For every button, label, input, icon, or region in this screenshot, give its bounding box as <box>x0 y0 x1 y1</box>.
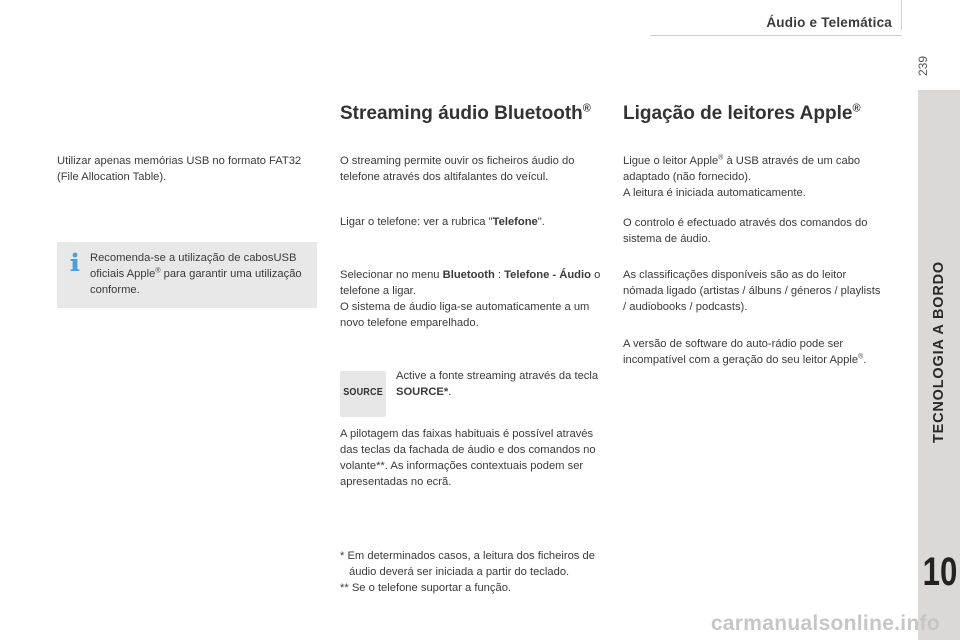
registered-mark: ® <box>582 102 591 115</box>
select-menu-paragraph <box>340 267 604 331</box>
text-part: Selecionar no menu <box>340 269 443 281</box>
watermark-text: carmanualsonline.info <box>710 612 940 635</box>
header-rule <box>650 35 902 36</box>
info-note-text <box>90 250 314 298</box>
text-part: . <box>863 354 867 366</box>
registered-mark: ® <box>718 154 724 162</box>
page-number: 239 <box>916 55 930 77</box>
telefone-audio-bold: Telefone - Áudio <box>504 269 591 281</box>
info-icon <box>67 252 83 272</box>
footnotes <box>340 548 602 596</box>
info-note <box>57 242 317 308</box>
source-paragraph <box>396 368 601 400</box>
streaming-description: O streaming permite ouvir os ficheiros áudio do telefone através dos altifalantes do veícul. <box>340 155 575 183</box>
text-part: Active a fonte streaming através da tecla <box>396 370 599 382</box>
registered-mark: ® <box>852 102 861 115</box>
text-part: . <box>448 386 452 398</box>
apple-players-title <box>623 103 861 125</box>
registered-mark: ® <box>858 353 864 361</box>
text-part: Ligar o telefone: ver a rubrica " <box>340 216 493 228</box>
bluetooth-streaming-title <box>340 103 591 125</box>
text-part: : <box>494 269 505 281</box>
sidebar-label: TECNOLOGIA A BORDO <box>931 261 947 443</box>
text-part: o telefone a ligar. <box>340 269 601 297</box>
usb-format-text: Utilizar apenas memórias USB no formato FAT32 (File Allocation Table). <box>57 155 302 183</box>
classifications-text: As classificações disponíveis são as do leitor nómada ligado (artistas / álbuns / géneros / playlists / audiobooks / podcasts). <box>623 269 881 313</box>
chapter-sidebar <box>918 90 960 640</box>
bluetooth-bold: Bluetooth <box>442 269 495 281</box>
left-intro <box>57 153 307 185</box>
text-part: Ligue o leitor Apple <box>623 155 719 167</box>
auto-connect-text: O sistema de áudio liga-se automaticamente a um novo telefone emparelhado. <box>340 301 590 329</box>
text-part: ". <box>537 216 545 228</box>
header-title: Áudio e Telemática <box>766 15 892 30</box>
text-part: à USB através de um cabo adaptado (não fornecido). <box>623 155 861 183</box>
classifications-paragraph <box>623 267 881 315</box>
apple-connect-paragraph <box>623 153 881 201</box>
registered-mark: ® <box>155 267 161 275</box>
note-text-part: para garantir uma utilização conforme. <box>90 268 302 296</box>
source-button-label: SOURCE <box>343 386 383 398</box>
track-control-paragraph <box>340 426 604 490</box>
streaming-paragraph <box>340 153 604 185</box>
note-text-part: Recomenda-se a utilização de cabosUSB oficiais Apple <box>90 252 297 280</box>
apple-control-paragraph <box>623 215 881 247</box>
connect-phone-paragraph <box>340 214 604 230</box>
header-divider <box>901 0 902 30</box>
title-text: Streaming áudio Bluetooth <box>340 103 583 124</box>
text-part: A versão de software do auto-rádio pode ser incompatível com a geração do seu leitor Apple <box>623 338 859 366</box>
title-text: Ligação de leitores Apple <box>623 103 853 124</box>
source-bold: SOURCE* <box>396 386 449 398</box>
footnote-1: * Em determinados casos, a leitura dos ficheiros de áudio deverá ser iniciada a partir do teclado. <box>340 550 595 578</box>
track-control-text: A pilotagem das faixas habituais é possível através das teclas da fachada de áudio e dos comandos no volante**. As informações contextuais podem ser apresentadas no ecrã. <box>340 428 596 488</box>
source-button-image <box>340 371 386 417</box>
telefone-bold: Telefone <box>492 216 538 228</box>
control-text: O controlo é efectuado através dos comandos do sistema de áudio. <box>623 217 868 245</box>
software-version-paragraph <box>623 336 881 368</box>
footnote-2: ** Se o telefone suportar a função. <box>340 582 512 594</box>
auto-play-text: A leitura é iniciada automaticamente. <box>623 187 806 199</box>
chapter-number: 10 <box>922 550 958 594</box>
